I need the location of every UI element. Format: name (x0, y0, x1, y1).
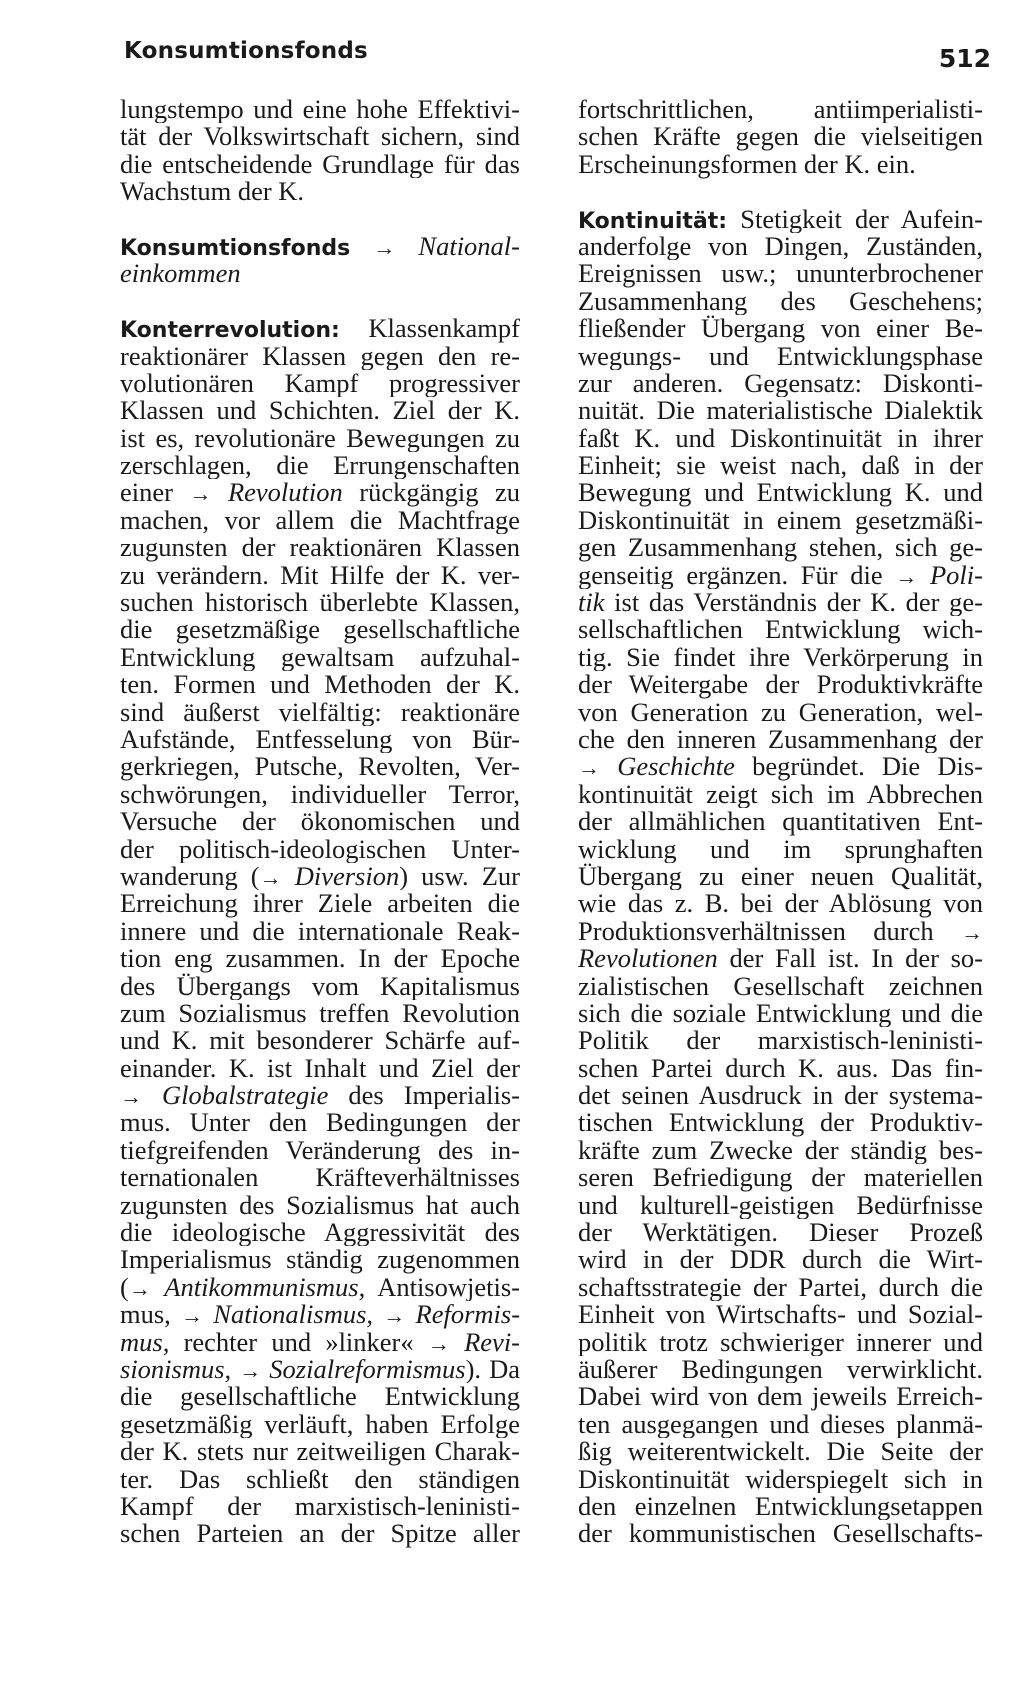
text-line: die gesetzmäßige gesellschaftliche (120, 616, 520, 644)
text-fragment: rechter und »linker« (183, 1328, 414, 1356)
text-line: des Übergangs vom Kapitalismus (120, 972, 520, 1000)
entry-konterrevolution (120, 315, 520, 1548)
cross-reference: Revi- (464, 1328, 520, 1356)
text-line: Zusammenhang des Geschehens; (578, 287, 983, 316)
text-line: schwörungen, individueller Terror, (120, 780, 520, 809)
text-line: Wachstum der K. (120, 176, 305, 207)
cross-reference: Antikommunismus, (164, 1273, 366, 1302)
text-line: tiefgreifenden Veränderung des in- (120, 1136, 520, 1165)
entry-text: Stetigkeit der Aufein- (740, 205, 983, 233)
text-line: ternationalen Kräfteverhältnisses (120, 1164, 520, 1192)
cross-reference: Geschichte (617, 753, 735, 781)
text-line: Versuche der ökonomischen und (120, 808, 520, 836)
text-line: schen Kräfte gegen die vielseitigen (578, 123, 983, 151)
text-line: lungstempo und eine hohe Effektivi- (120, 96, 520, 124)
text-line: wicklung und im sprunghaften (578, 835, 983, 863)
text-line: der Werktätigen. Dieser Prozeß (578, 1219, 983, 1247)
text-line: zur anderen. Gegensatz: Diskonti- (578, 369, 983, 398)
text-fragment: des Imperialis- (348, 1082, 520, 1110)
text-line: gesetzmäßig verläuft, haben Erfolge (120, 1410, 520, 1439)
text-fragment: Antisowjetis- (377, 1273, 520, 1302)
text-line: Politik der marxistisch-leninisti- (578, 1027, 983, 1055)
text-line: gerkriegen, Putsche, Revolten, Ver- (120, 753, 520, 781)
entry-term: Konterrevolution: (120, 318, 340, 343)
paragraph-continuation (120, 96, 520, 206)
text-line: kontinuität zeigt sich im Abbrechen (578, 780, 983, 809)
text-line: reaktionärer Klassen gegen den re- (120, 342, 520, 370)
right-column (578, 96, 983, 1548)
text-line: tischen Entwicklung der Produktiv- (578, 1109, 983, 1137)
text-line: ter. Das schließt den ständigen (120, 1465, 520, 1493)
cross-reference: Poli- (930, 561, 983, 590)
text-line: nuität. Die materialistische Dialektik (578, 397, 983, 425)
arrow-right-icon: → (239, 1357, 262, 1383)
text-line: Erreichung ihrer Ziele arbeiten die (120, 890, 520, 918)
text-fragment: Produktionsverhältnissen durch (578, 917, 934, 946)
page-number: 512 (938, 44, 991, 73)
cross-reference-cont: tik (578, 589, 605, 617)
cross-reference: Sozialreformismus (269, 1355, 466, 1384)
text-line: der kommunistischen Gesellschafts- (578, 1520, 983, 1548)
text-line: der K. stets nur zeitweiligen Charak- (120, 1438, 520, 1466)
arrow-right-icon: → (128, 1275, 151, 1301)
arrow-right-icon: → (383, 1303, 406, 1329)
cross-reference: Revolution (227, 479, 343, 507)
text-line: schen Partei durch K. aus. Das fin- (578, 1054, 983, 1083)
text-line: kräfte zum Zwecke der ständig bes- (578, 1136, 983, 1165)
text-line: ist es, revolutionäre Bewegungen zu (120, 424, 520, 453)
text-line: zugunsten der reaktionären Klassen (120, 534, 520, 562)
entry-konsumtionsfonds (120, 233, 520, 288)
text-line: Übergang zu einer neuen Qualität, (578, 862, 983, 891)
text-line: sind äußerst vielfältig: reaktionäre (120, 698, 520, 726)
entry-kontinuitaet (578, 206, 983, 1548)
text-line: mus. Unter den Bedingungen der (120, 1109, 520, 1137)
cross-reference: Reformis- (415, 1301, 520, 1329)
text-line: Klassen und Schichten. Ziel der K. (120, 397, 520, 425)
text-line: fortschrittlichen, antiimperialisti- (578, 96, 983, 124)
text-line: ßig weiterentwickelt. Die Seite der (578, 1438, 983, 1466)
arrow-right-icon: → (961, 919, 983, 945)
cross-reference: Nationalismus, (213, 1301, 374, 1329)
text-line: der allmählichen quantitativen Ent- (578, 808, 983, 836)
text-line: machen, vor allem die Machtfrage (120, 506, 520, 535)
text-fragment: genseitig ergänzen. Für die (578, 561, 883, 590)
text-line: Einheit von Wirtschafts- und Sozial- (578, 1301, 983, 1329)
text-line: ten. Formen und Methoden der K. (120, 671, 520, 699)
text-line: schen Parteien an der Spitze aller (120, 1520, 520, 1548)
text-line: Kampf der marxistisch-leninisti- (120, 1492, 520, 1521)
arrow-right-icon: → (120, 1084, 142, 1110)
text-line: der politisch-ideologischen Unter- (120, 835, 520, 863)
text-line: Dabei wird von dem jeweils Erreich- (578, 1383, 983, 1411)
cross-reference: mus, (120, 1328, 170, 1356)
running-head: Konsumtionsfonds (124, 38, 368, 64)
text-line: zerschlagen, die Errungenschaften (120, 452, 520, 480)
text-fragment: ( (120, 1273, 129, 1302)
text-line: tion eng zusammen. In der Epoche (120, 945, 520, 973)
text-line: anderfolge von Dingen, Zuständen, (578, 232, 983, 261)
text-line: Ereignissen usw.; ununterbrochener (578, 260, 983, 288)
text-line: wie das z. B. bei der Ablösung von (578, 890, 983, 918)
text-line: suchen historisch überlebte Klassen, (120, 589, 520, 617)
arrow-right-icon: → (259, 864, 282, 890)
text-line: sich die soziale Entwicklung und die (578, 999, 983, 1028)
entry-term: Kontinuität: (578, 208, 728, 233)
arrow-right-icon: → (181, 1303, 204, 1329)
arrow-right-icon: → (373, 234, 396, 260)
text-line: und kulturell-geistigen Bedürfnisse (578, 1191, 983, 1220)
text-line: die ideologische Aggressivität des (120, 1219, 520, 1247)
paragraph-continuation (578, 96, 983, 178)
text-line: fließender Übergang von einer Be- (578, 315, 983, 343)
entry-text: Klassenkampf (368, 315, 520, 343)
text-line: tät der Volkswirtschaft sichern, sind (120, 123, 520, 151)
text-fragment: ). Da (465, 1355, 520, 1384)
text-line: und K. mit besonderer Schärfe auf- (120, 1027, 520, 1055)
text-fragment: wanderung ( (120, 862, 260, 891)
text-line: innere und die internationale Reak- (120, 917, 520, 946)
text-line: die gesellschaftliche Entwicklung (120, 1383, 520, 1411)
text-line: sellschaftlichen Entwicklung wich- (578, 616, 983, 644)
arrow-right-icon: → (895, 563, 918, 589)
text-line: politik trotz schwieriger innerer und (578, 1328, 983, 1356)
text-fragment: ) usw. Zur (399, 862, 520, 891)
text-line: seren Befriedigung der materiellen (578, 1164, 983, 1192)
text-line: tig. Sie findet ihre Verkörperung in (578, 643, 983, 672)
text-fragment: ist das Verständnis der K. der ge- (614, 589, 983, 617)
cross-reference: sionismus, (120, 1355, 232, 1384)
cross-reference: Revolutionen (578, 945, 718, 973)
arrow-right-icon: → (578, 755, 600, 781)
text-line: einander. K. ist Inhalt und Ziel der (120, 1054, 520, 1083)
text-fragment: mus, (120, 1301, 171, 1329)
text-line: zugunsten des Sozialismus hat auch (120, 1191, 520, 1220)
cross-reference: National- (418, 232, 520, 261)
text-line: die entscheidende Grundlage für das (120, 150, 520, 179)
text-line: wird in der DDR durch die Wirt- (578, 1246, 983, 1274)
text-line: zialistischen Gesellschaft zeichnen (578, 972, 983, 1000)
cross-reference: Diversion (294, 862, 400, 891)
entry-term: Konsumtionsfonds (120, 235, 351, 261)
left-column (120, 96, 520, 1548)
text-line: Diskontinuität in einem gesetzmäßi- (578, 506, 983, 535)
text-line: den einzelnen Entwicklungsetappen (578, 1492, 983, 1521)
text-line: Aufstände, Entfesselung von Bür- (120, 725, 520, 754)
text-line: schaftsstrategie der Partei, durch die (578, 1273, 983, 1302)
text-fragment: der Fall ist. In der so- (729, 945, 983, 973)
text-line: faßt K. und Diskontinuität in ihrer (578, 424, 983, 453)
arrow-right-icon: → (189, 481, 212, 507)
text-line: zum Sozialismus treffen Revolution (120, 999, 520, 1028)
text-line: der Weitergabe der Produktivkräfte (578, 671, 983, 699)
text-line: äußerer Bedingungen verwirklicht. (578, 1355, 983, 1384)
text-line: det seinen Ausdruck in der systema- (578, 1082, 983, 1110)
text-line: Imperialismus ständig zugenommen (120, 1246, 520, 1274)
text-line: che den inneren Zusammenhang der (578, 725, 983, 754)
arrow-right-icon: → (427, 1330, 450, 1356)
text-line: Einheit; sie weist nach, daß in der (578, 452, 983, 480)
text-line: volutionären Kampf progressiver (120, 369, 520, 398)
text-line: von Generation zu Generation, wel- (578, 698, 983, 726)
text-line: wegungs- und Entwicklungsphase (578, 342, 983, 370)
text-fragment: einer (120, 479, 173, 507)
cross-reference-cont: einkommen (120, 258, 241, 289)
cross-reference: Globalstrategie (162, 1082, 329, 1110)
text-line: gen Zusammenhang stehen, sich ge- (578, 534, 983, 562)
text-line: Erscheinungsformen der K. ein. (578, 148, 916, 179)
text-fragment: begründet. Die Dis- (752, 753, 983, 781)
text-fragment: rückgängig zu (359, 479, 520, 507)
text-line: ten ausgegangen und dieses planmä- (578, 1410, 983, 1439)
text-line: Entwicklung gewaltsam aufzuhal- (120, 643, 520, 672)
text-line: Diskontinuität widerspiegelt sich in (578, 1465, 983, 1493)
text-line: Bewegung und Entwicklung K. und (578, 479, 983, 507)
text-line: zu verändern. Mit Hilfe der K. ver- (120, 561, 520, 590)
